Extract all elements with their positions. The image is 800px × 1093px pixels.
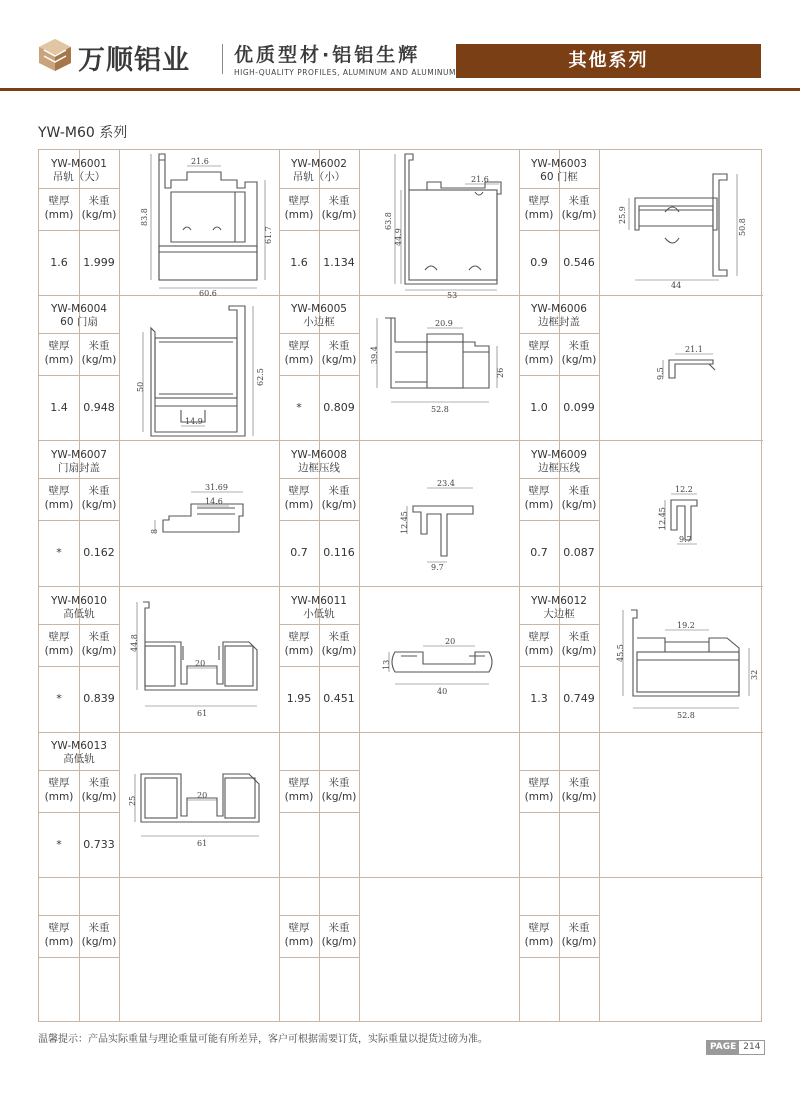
grid-line bbox=[279, 770, 359, 771]
product-code: YW-M6003 bbox=[531, 158, 587, 170]
grid-line bbox=[39, 440, 763, 441]
series-banner: 其他系列 bbox=[456, 44, 761, 78]
weight-label: 米重 (kg/m) bbox=[81, 922, 117, 948]
page-tag: PAGE bbox=[707, 1041, 739, 1054]
page-indicator bbox=[706, 1040, 765, 1055]
dimension-label: 20 bbox=[195, 659, 206, 668]
grid-line bbox=[39, 957, 119, 958]
dimension-label: 61 bbox=[197, 709, 208, 718]
dimension-label: 50 bbox=[136, 381, 145, 392]
product-code: YW-M6009 bbox=[531, 449, 587, 461]
profile-drawing-m6003 bbox=[605, 152, 757, 294]
grid-line bbox=[39, 520, 119, 521]
grid-line bbox=[519, 188, 599, 189]
thickness-value: * bbox=[296, 401, 302, 414]
product-name: 60 门框 bbox=[540, 171, 578, 183]
product-code: YW-M6013 bbox=[51, 740, 107, 752]
product-name: 高低轨 bbox=[63, 608, 95, 620]
grid-line bbox=[519, 666, 599, 667]
product-code: YW-M6012 bbox=[531, 595, 587, 607]
grid-line bbox=[279, 520, 359, 521]
thickness-label: 壁厚 (mm) bbox=[44, 485, 74, 511]
dimension-label: 52.8 bbox=[677, 711, 695, 720]
grid-line bbox=[519, 520, 599, 521]
product-name: 边框压线 bbox=[298, 462, 340, 474]
dimension-label: 62.5 bbox=[256, 368, 265, 386]
weight-label: 米重 (kg/m) bbox=[561, 922, 597, 948]
grid-line bbox=[519, 333, 599, 334]
weight-value: 0.451 bbox=[323, 692, 355, 705]
weight-label: 米重 (kg/m) bbox=[81, 777, 117, 803]
grid-line bbox=[279, 957, 359, 958]
profile-drawing-m6009 bbox=[605, 444, 757, 586]
thickness-label: 壁厚 (mm) bbox=[524, 340, 554, 366]
thickness-value: 1.95 bbox=[286, 692, 312, 705]
dimension-label: 61.7 bbox=[264, 226, 273, 244]
profile-drawing-m6002 bbox=[365, 152, 515, 300]
thickness-label: 壁厚 (mm) bbox=[284, 922, 314, 948]
profile-drawing-m6006 bbox=[605, 298, 757, 440]
dimension-label: 8 bbox=[150, 528, 159, 534]
product-code: YW-M6001 bbox=[51, 158, 107, 170]
grid-line bbox=[39, 478, 119, 479]
grid-line bbox=[39, 666, 119, 667]
header-divider bbox=[222, 44, 223, 74]
grid-line bbox=[39, 375, 119, 376]
weight-value: 0.162 bbox=[83, 546, 115, 559]
profile-drawing-m6012 bbox=[605, 590, 757, 732]
dimension-label: 26 bbox=[496, 367, 505, 378]
grid-line bbox=[279, 188, 359, 189]
profile-drawing-m6010 bbox=[125, 590, 275, 732]
grid-line bbox=[519, 770, 599, 771]
dimension-label: 53 bbox=[447, 291, 458, 300]
grid-line bbox=[519, 478, 599, 479]
thickness-label: 壁厚 (mm) bbox=[44, 922, 74, 948]
weight-value: 0.809 bbox=[323, 401, 355, 414]
thickness-label: 壁厚 (mm) bbox=[44, 340, 74, 366]
weight-label: 米重 (kg/m) bbox=[561, 777, 597, 803]
profile-drawing-m6005 bbox=[365, 298, 515, 440]
product-code: YW-M6010 bbox=[51, 595, 107, 607]
product-code: YW-M6004 bbox=[51, 303, 107, 315]
product-code: YW-M6002 bbox=[291, 158, 347, 170]
dimension-label: 50.8 bbox=[738, 218, 747, 236]
weight-value: 0.733 bbox=[83, 838, 115, 851]
thickness-label: 壁厚 (mm) bbox=[44, 631, 74, 657]
weight-label: 米重 (kg/m) bbox=[321, 485, 357, 511]
slogan-chinese: 优质型材·铝铝生辉 bbox=[234, 44, 421, 66]
grid-line bbox=[39, 188, 119, 189]
grid-line bbox=[39, 230, 119, 231]
thickness-value: 1.3 bbox=[530, 692, 548, 705]
profile-drawing-m6007 bbox=[125, 444, 275, 586]
dimension-label: 9.7 bbox=[431, 563, 444, 572]
slogan-english: HIGH-QUALITY PROFILES, ALUMINUM AND ALUMINUM bbox=[234, 68, 456, 77]
dimension-label: 60.6 bbox=[199, 289, 217, 298]
thickness-value: 0.7 bbox=[290, 546, 308, 559]
dimension-label: 20 bbox=[197, 791, 208, 800]
weight-value: 0.839 bbox=[83, 692, 115, 705]
grid-line bbox=[39, 333, 119, 334]
product-name: 60 门扇 bbox=[60, 316, 98, 328]
dimension-label: 14.6 bbox=[205, 497, 223, 506]
dimension-label: 45.5 bbox=[616, 644, 625, 662]
dimension-label: 40 bbox=[437, 687, 448, 696]
weight-value: 0.948 bbox=[83, 401, 115, 414]
product-code: YW-M6011 bbox=[291, 595, 347, 607]
footer-note: 温馨提示：产品实际重量与理论重量可能有所差异，客户可根据需要订货，实际重量以提货过磅为准。 bbox=[38, 1034, 488, 1045]
weight-value: 0.546 bbox=[563, 256, 595, 269]
weight-label: 米重 (kg/m) bbox=[81, 631, 117, 657]
dimension-label: 21.6 bbox=[471, 175, 489, 184]
grid-line bbox=[279, 230, 359, 231]
dimension-label: 21.1 bbox=[685, 345, 703, 354]
thickness-value: 1.4 bbox=[50, 401, 68, 414]
grid-line bbox=[519, 812, 599, 813]
thickness-value: 1.0 bbox=[530, 401, 548, 414]
thickness-label: 壁厚 (mm) bbox=[284, 485, 314, 511]
product-name: 小边框 bbox=[303, 316, 335, 328]
dimension-label: 31.69 bbox=[205, 483, 228, 492]
thickness-label: 壁厚 (mm) bbox=[524, 195, 554, 221]
product-name: 边框封盖 bbox=[538, 316, 580, 328]
dimension-label: 12.45 bbox=[400, 511, 409, 534]
thickness-label: 壁厚 (mm) bbox=[524, 631, 554, 657]
weight-label: 米重 (kg/m) bbox=[561, 485, 597, 511]
thickness-label: 壁厚 (mm) bbox=[284, 195, 314, 221]
dimension-label: 21.6 bbox=[191, 157, 209, 166]
product-name: 吊轨（大） bbox=[52, 171, 106, 183]
thickness-value: 1.6 bbox=[50, 256, 68, 269]
grid-line bbox=[279, 666, 359, 667]
thickness-label: 壁厚 (mm) bbox=[44, 195, 74, 221]
thickness-label: 壁厚 (mm) bbox=[44, 777, 74, 803]
dimension-label: 20 bbox=[445, 637, 456, 646]
grid-line bbox=[39, 295, 763, 296]
grid-line bbox=[39, 732, 763, 733]
product-name: 大边框 bbox=[543, 608, 575, 620]
profile-drawing-m6008 bbox=[365, 444, 515, 586]
grid-line bbox=[279, 812, 359, 813]
profile-drawing-m6001 bbox=[125, 152, 275, 298]
weight-value: 0.099 bbox=[563, 401, 595, 414]
weight-label: 米重 (kg/m) bbox=[81, 485, 117, 511]
grid-line bbox=[519, 915, 599, 916]
dimension-label: 12.2 bbox=[675, 485, 693, 494]
grid-line bbox=[519, 624, 599, 625]
dimension-label: 20.9 bbox=[435, 319, 453, 328]
product-name: 门扇封盖 bbox=[58, 462, 100, 474]
weight-label: 米重 (kg/m) bbox=[321, 195, 357, 221]
dimension-label: 32 bbox=[750, 669, 759, 680]
dimension-label: 44 bbox=[671, 281, 682, 290]
weight-label: 米重 (kg/m) bbox=[561, 340, 597, 366]
thickness-value: 1.6 bbox=[290, 256, 308, 269]
grid-line bbox=[279, 624, 359, 625]
thickness-value: * bbox=[56, 546, 62, 559]
profile-drawing-m6011 bbox=[365, 590, 515, 732]
dimension-label: 25.9 bbox=[618, 206, 627, 224]
thickness-label: 壁厚 (mm) bbox=[524, 777, 554, 803]
grid-line bbox=[39, 812, 119, 813]
thickness-value: * bbox=[56, 838, 62, 851]
page-header bbox=[0, 0, 800, 92]
product-grid bbox=[38, 149, 762, 1022]
header-rule bbox=[0, 88, 800, 91]
product-code: YW-M6006 bbox=[531, 303, 587, 315]
grid-line bbox=[39, 915, 119, 916]
grid-line bbox=[39, 770, 119, 771]
dimension-label: 13 bbox=[382, 659, 391, 670]
thickness-label: 壁厚 (mm) bbox=[524, 922, 554, 948]
dimension-label: 39.4 bbox=[370, 346, 379, 364]
profile-drawing-m6013 bbox=[125, 736, 275, 878]
grid-line bbox=[279, 478, 359, 479]
product-code: YW-M6005 bbox=[291, 303, 347, 315]
dimension-label: 44.9 bbox=[394, 228, 403, 246]
dimension-label: 9.5 bbox=[656, 367, 665, 380]
product-name: 小低轨 bbox=[303, 608, 335, 620]
series-subtitle: YW-M60 系列 bbox=[38, 125, 128, 141]
dimension-label: 61 bbox=[197, 839, 208, 848]
product-code: YW-M6007 bbox=[51, 449, 107, 461]
product-name: 吊轨（小） bbox=[292, 171, 346, 183]
thickness-label: 壁厚 (mm) bbox=[284, 340, 314, 366]
weight-label: 米重 (kg/m) bbox=[561, 195, 597, 221]
weight-label: 米重 (kg/m) bbox=[321, 631, 357, 657]
weight-value: 1.999 bbox=[83, 256, 115, 269]
dimension-label: 19.2 bbox=[677, 621, 695, 630]
weight-label: 米重 (kg/m) bbox=[321, 777, 357, 803]
profile-drawing-m6004 bbox=[125, 298, 275, 440]
thickness-value: 0.9 bbox=[530, 256, 548, 269]
thickness-label: 壁厚 (mm) bbox=[524, 485, 554, 511]
grid-line bbox=[279, 333, 359, 334]
brand-logo-icon bbox=[38, 38, 72, 72]
product-code: YW-M6008 bbox=[291, 449, 347, 461]
grid-line bbox=[519, 375, 599, 376]
dimension-label: 63.8 bbox=[384, 212, 393, 230]
dimension-label: 52.8 bbox=[431, 405, 449, 414]
dimension-label: 14.9 bbox=[185, 417, 203, 426]
weight-label: 米重 (kg/m) bbox=[81, 340, 117, 366]
grid-line bbox=[39, 586, 763, 587]
weight-label: 米重 (kg/m) bbox=[561, 631, 597, 657]
product-name: 边框压线 bbox=[538, 462, 580, 474]
weight-value: 1.134 bbox=[323, 256, 355, 269]
dimension-label: 25 bbox=[128, 795, 137, 806]
grid-line bbox=[279, 915, 359, 916]
thickness-label: 壁厚 (mm) bbox=[284, 631, 314, 657]
product-name: 高低轨 bbox=[63, 753, 95, 765]
dimension-label: 44.8 bbox=[130, 634, 139, 652]
thickness-value: * bbox=[56, 692, 62, 705]
weight-value: 0.749 bbox=[563, 692, 595, 705]
grid-line bbox=[519, 957, 599, 958]
thickness-value: 0.7 bbox=[530, 546, 548, 559]
weight-label: 米重 (kg/m) bbox=[81, 195, 117, 221]
dimension-label: 23.4 bbox=[437, 479, 455, 488]
grid-line bbox=[519, 230, 599, 231]
thickness-label: 壁厚 (mm) bbox=[284, 777, 314, 803]
dimension-label: 9.7 bbox=[679, 535, 692, 544]
weight-label: 米重 (kg/m) bbox=[321, 340, 357, 366]
dimension-label: 12.45 bbox=[658, 507, 667, 530]
brand-name: 万顺铝业 bbox=[78, 45, 190, 76]
dimension-label: 83.8 bbox=[140, 208, 149, 226]
page-number: 214 bbox=[743, 1042, 761, 1052]
grid-line bbox=[39, 624, 119, 625]
weight-value: 0.087 bbox=[563, 546, 595, 559]
grid-line bbox=[279, 375, 359, 376]
weight-label: 米重 (kg/m) bbox=[321, 922, 357, 948]
weight-value: 0.116 bbox=[323, 546, 355, 559]
